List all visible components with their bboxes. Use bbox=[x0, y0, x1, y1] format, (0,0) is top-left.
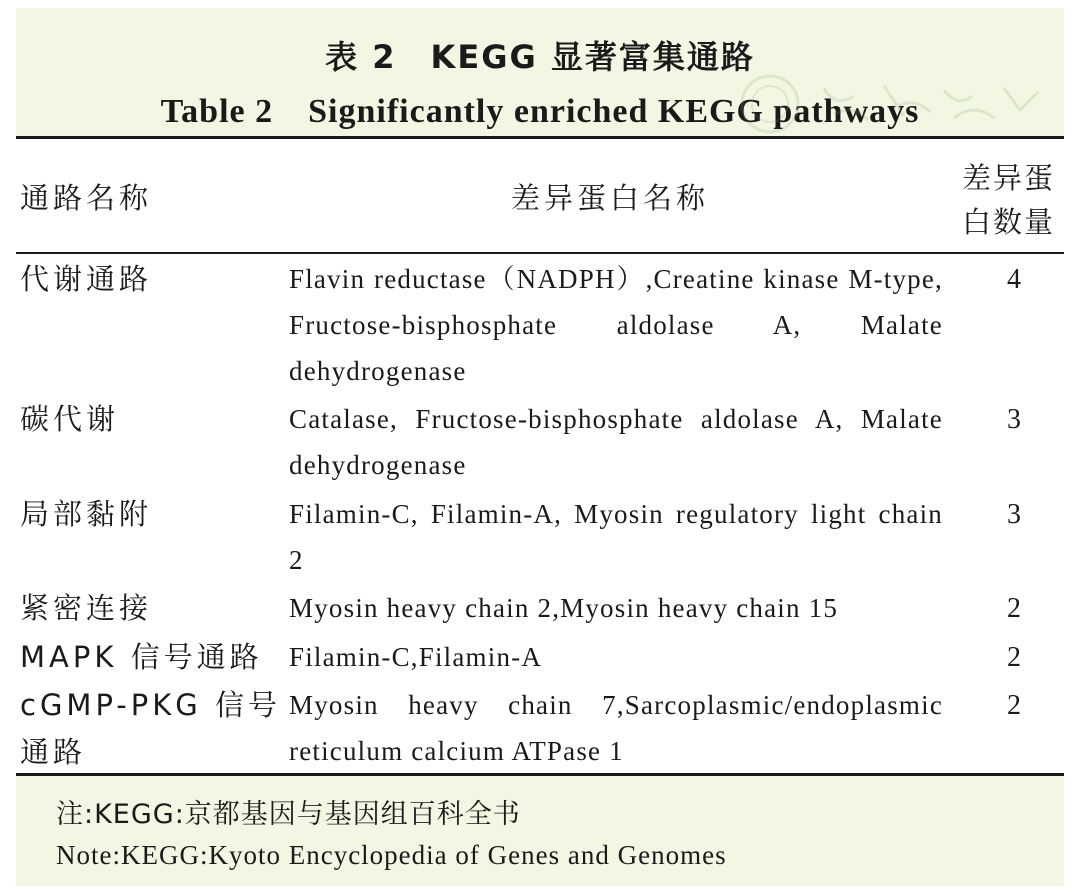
protein-count-cell: 2 bbox=[1007, 593, 1021, 624]
title-band bbox=[16, 8, 1064, 136]
protein-names-cell: Filamin-C,Filamin-A bbox=[289, 642, 543, 672]
table-top-rule bbox=[16, 136, 1064, 139]
protein-names-cell: Myosin heavy chain 7,Sarcoplasmic/endoplasmic reticulum calcium ATPase 1 bbox=[289, 690, 943, 766]
protein-names-cell: Flavin reductase（NADPH）,Creatine kinase M-type, Fructose-bisphosphate aldolase A, Malate dehydrogenase bbox=[289, 264, 943, 386]
protein-names-cell: Myosin heavy chain 2,Myosin heavy chain 15 bbox=[289, 593, 839, 623]
pathway-name-continued: 通路 bbox=[20, 735, 87, 769]
table-title-en: Table 2 Significantly enriched KEGG pathways bbox=[160, 93, 920, 130]
protein-count-cell: 3 bbox=[1007, 499, 1021, 530]
pathway-name-cell bbox=[20, 682, 281, 776]
header-protein-count: 差异蛋白数量 bbox=[962, 161, 1056, 239]
pathway-name: 代谢通路 bbox=[20, 262, 153, 296]
protein-count-cell: 2 bbox=[1007, 642, 1021, 673]
table-title-cn: 表 2 KEGG 显著富集通路 bbox=[325, 38, 755, 76]
pathway-name: MAPK 信号通路 bbox=[20, 640, 263, 674]
header-protein-names: 差异蛋白名称 bbox=[510, 181, 709, 215]
protein-names-cell: Filamin-C, Filamin-A, Myosin regulatory light chain 2 bbox=[289, 499, 943, 575]
pathway-name-cell bbox=[20, 491, 270, 538]
pathway-name-cell bbox=[20, 396, 270, 443]
protein-count-cell: 3 bbox=[1007, 404, 1021, 435]
footnote-en: Note:KEGG:Kyoto Encyclopedia of Genes and Genomes bbox=[56, 840, 727, 870]
table-header-rule bbox=[16, 252, 1064, 254]
protein-count-cell: 4 bbox=[1007, 264, 1021, 295]
pathway-name: 局部黏附 bbox=[20, 497, 153, 531]
protein-names-cell: Catalase, Fructose-bisphosphate aldolase A, Malate dehydrogenase bbox=[289, 404, 943, 480]
pathway-name-cell bbox=[20, 256, 270, 303]
protein-count-cell: 2 bbox=[1007, 690, 1021, 721]
pathway-name-cell bbox=[20, 585, 270, 632]
pathway-name: 紧密连接 bbox=[20, 591, 153, 625]
pathway-name: 碳代谢 bbox=[20, 402, 120, 436]
pathway-name: cGMP-PKG 信号 bbox=[20, 688, 281, 722]
pathway-name-cell bbox=[20, 634, 270, 681]
footnote-band bbox=[16, 776, 1064, 886]
header-pathway-name: 通路名称 bbox=[20, 181, 153, 215]
footnote-cn: 注:KEGG:京都基因与基因组百科全书 bbox=[56, 799, 521, 830]
